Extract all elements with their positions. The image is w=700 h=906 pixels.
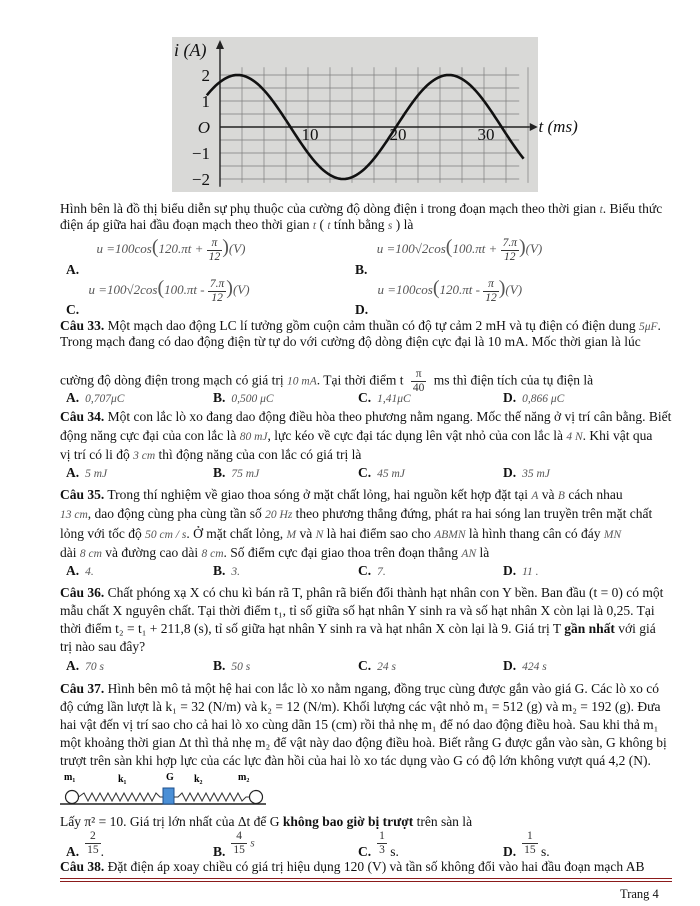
q35-option-d[interactable]: D. 11 . [503,563,539,578]
x-axis-label: t (ms) [538,117,578,136]
spring-k2 [174,793,250,801]
q32-intro-line1: Hình bên là đồ thị biểu diễn sự phụ thuộc của cường độ dòng điện i trong đoạn mạch theo thời gian t. Biểu thức [60,201,663,216]
graph-canvas [172,37,578,192]
q37-line6: Lấy π² = 10. Giá trị lớn nhất của Δt để G không bao giờ bị trượt trên sàn là [60,814,473,829]
q32-option-a[interactable]: A. u =100cos(120.πt + $\frac{\pi}{12}$ )(V) [66,236,246,277]
q36-line3: thời điểm t₂ = t₁ + 211,8 (s), tỉ số giữa hạt nhân Y sinh ra và hạt nhân X còn lại là 9. Giá trị T gần nhất với giá [60,621,656,636]
q34-option-c[interactable]: C. 45 mJ [358,465,405,480]
q33-option-a[interactable]: A. 0,707μC [66,390,125,405]
current-time-graph [172,37,578,192]
spring-system-figure [60,770,270,808]
q35-line3: lỏng với tốc độ 50 cm / s. Ở mặt chất lỏng, M và N là hai điểm sao cho ABMN là hình thang cân có đáy MN [60,526,622,541]
q36-option-d[interactable]: D. 424 s [503,658,547,673]
q32-option-c[interactable]: C. u =100√2cos(100.πt - $\frac{7.\pi}{12}$ )(V) [66,277,250,317]
q34-option-a[interactable]: A. 5 mJ [66,465,108,480]
q37-line5: trượt trên sàn khi hợp lực của các lực đàn hồi của hai lò xo tác dụng vào G có độ lớn không vượt quá 4,2 (N). [60,753,651,768]
q33-option-c[interactable]: C. 1,41μC [358,390,411,405]
q34-line2: động năng cực đại của con lắc là 80 mJ, lực kéo về cực đại tác dụng lên vật nhỏ của con lắc là 4 N. Khi vật qua [60,428,653,443]
q35-line4: dài 8 cm và đường cao dài 8 cm. Số điểm cực đại giao thoa trên đoạn thẳng AN là [60,545,490,560]
x-tick-label: 30 [477,125,495,144]
q35-option-c[interactable]: C. 7. [358,563,386,578]
q33-line1: Câu 33. Một mạch dao động LC lí tưởng gồm cuộn cảm thuần có độ tự cảm 2 mH và tụ điện có điện dung 5μF. [60,318,661,333]
mass-m2 [250,791,263,804]
spring-system-diagram [60,770,270,808]
q37-line3: hai vật đến vị trí sao cho cả hai lò xo cùng dãn 15 (cm) rồi thả nhẹ m₁ để nó dao động điều hoà. Sau khi thả m₁ [60,717,659,732]
y-tick-label: O [197,118,210,137]
q36-line2: mẫu chất X nguyên chất. Tại thời điểm t₁, tỉ số giữa số hạt nhân Y sinh ra và số hạt nhân X còn lại là 0,25. Tại [60,603,655,618]
q36-line1: Câu 36. Chất phóng xạ X có chu kì bán rã T, phân rã biến đổi thành hạt nhân con Y bền. Ban đầu (t = 0) có một [60,585,664,600]
fig-label-k2: k₂ [194,774,203,785]
q35-line2: 13 cm, dao động cùng pha cùng tần số 20 Hz theo phương thẳng đứng, phát ra hai sóng lan truyền trên mặt chất [60,506,653,521]
q32-intro-line2: điện áp giữa hai đầu đoạn mạch theo thời gian t ( t tính bằng s ) là [60,217,414,232]
q33-option-b[interactable]: B. 0,500 μC [213,390,274,405]
q37-line1: Câu 37. Hình bên mô tả một hệ hai con lắc lò xo nằm ngang, đồng trục cùng được gắn vào giá G. Các lò xo có [60,681,659,696]
footer-rule-bottom [60,881,672,882]
q32-option-b[interactable]: B. u =100√2cos(100.πt + $\frac{7.\pi}{12}$ )(V) [355,236,543,277]
q37-option-b[interactable]: B. $\frac{4}{15}$ s [213,830,255,859]
y-tick-label: −1 [191,144,210,163]
support-g [163,788,174,804]
q37-option-c[interactable]: C. $\frac{1}{3}$ s. [358,830,399,859]
x-tick-label: 20 [389,125,407,144]
q37-line4: một khoảng thời gian Δt thì thả nhẹ m₂ để vật này dao động điều hoà. Biết rằng G được gắn vào sàn, G không bị [60,735,667,750]
q38-line1: Câu 38. Đặt điện áp xoay chiều có giá trị hiệu dụng 120 (V) và tần số không đổi vào hai đầu đoạn mạch AB [60,859,645,874]
q35-line1: Câu 35. Trong thí nghiệm về giao thoa sóng ở mặt chất lỏng, hai nguồn kết hợp đặt tại A và B cách nhau [60,487,623,502]
q35-option-b[interactable]: B. 3. [213,563,241,578]
q36-line4: trị nào sau đây? [60,639,146,654]
q37-line2: độ cứng lần lượt là k₁ = 32 (N/m) và k₂ = 12 (N/m). Khối lượng các vật nhỏ m₁ = 512 (g) và m₂ = 192 (g). Đưa [60,699,661,714]
x-axis-arrow [530,123,538,131]
q34-line3: vị trí có li độ 3 cm thì động năng của con lắc có giá trị là [60,447,362,462]
y-tick-label: 2 [201,66,210,85]
q34-option-b[interactable]: B. 75 mJ [213,465,260,480]
mass-m1 [66,791,79,804]
q33-line2: Trong mạch đang có dao động điện từ tự do với cường độ dòng điện cực đại là 10 mA. Mốc thời gian là lúc [60,334,641,349]
q37-option-a[interactable]: A. $\frac{2}{15}$ . [66,830,104,859]
fig-label-g: G [166,772,174,783]
q36-option-b[interactable]: B. 50 s [213,658,251,673]
q37-option-d[interactable]: D. $\frac{1}{15}$ s. [503,830,550,859]
fig-label-m1: m₁ [64,772,76,783]
page-number: Trang 4 [620,887,659,901]
fig-label-k1: k₁ [118,774,127,785]
q32-option-d[interactable]: D. u =100cos(120.πt - $\frac{\pi}{12}$ )(V) [355,277,523,317]
q35-option-a[interactable]: A. 4. [66,563,94,578]
fig-label-m2: m₂ [238,772,250,783]
spring-k1 [79,793,164,801]
footer-rule-top [60,878,672,879]
y-tick-label: −2 [191,170,210,189]
q36-option-c[interactable]: C. 24 s [358,658,396,673]
q36-option-a[interactable]: A. 70 s [66,658,104,673]
q33-option-d[interactable]: D. 0,866 μC [503,390,565,405]
y-axis-label: i (A) [174,40,207,60]
y-axis-arrow [216,40,224,49]
q33-line3: cường độ dòng điện trong mạch có giá trị 10 mA. Tại thời điểm t $\frac{\pi}{40}$ ms thì điện tích của tụ điện là [60,368,594,394]
q34-line1: Câu 34. Một con lắc lò xo đang dao động điều hòa theo phương nằm ngang. Mốc thế năng ở vị trí cân bằng. Biết [60,409,672,424]
x-tick-label: 10 [301,125,319,144]
y-tick-label: 1 [201,92,210,111]
q34-option-d[interactable]: D. 35 mJ [503,465,550,480]
